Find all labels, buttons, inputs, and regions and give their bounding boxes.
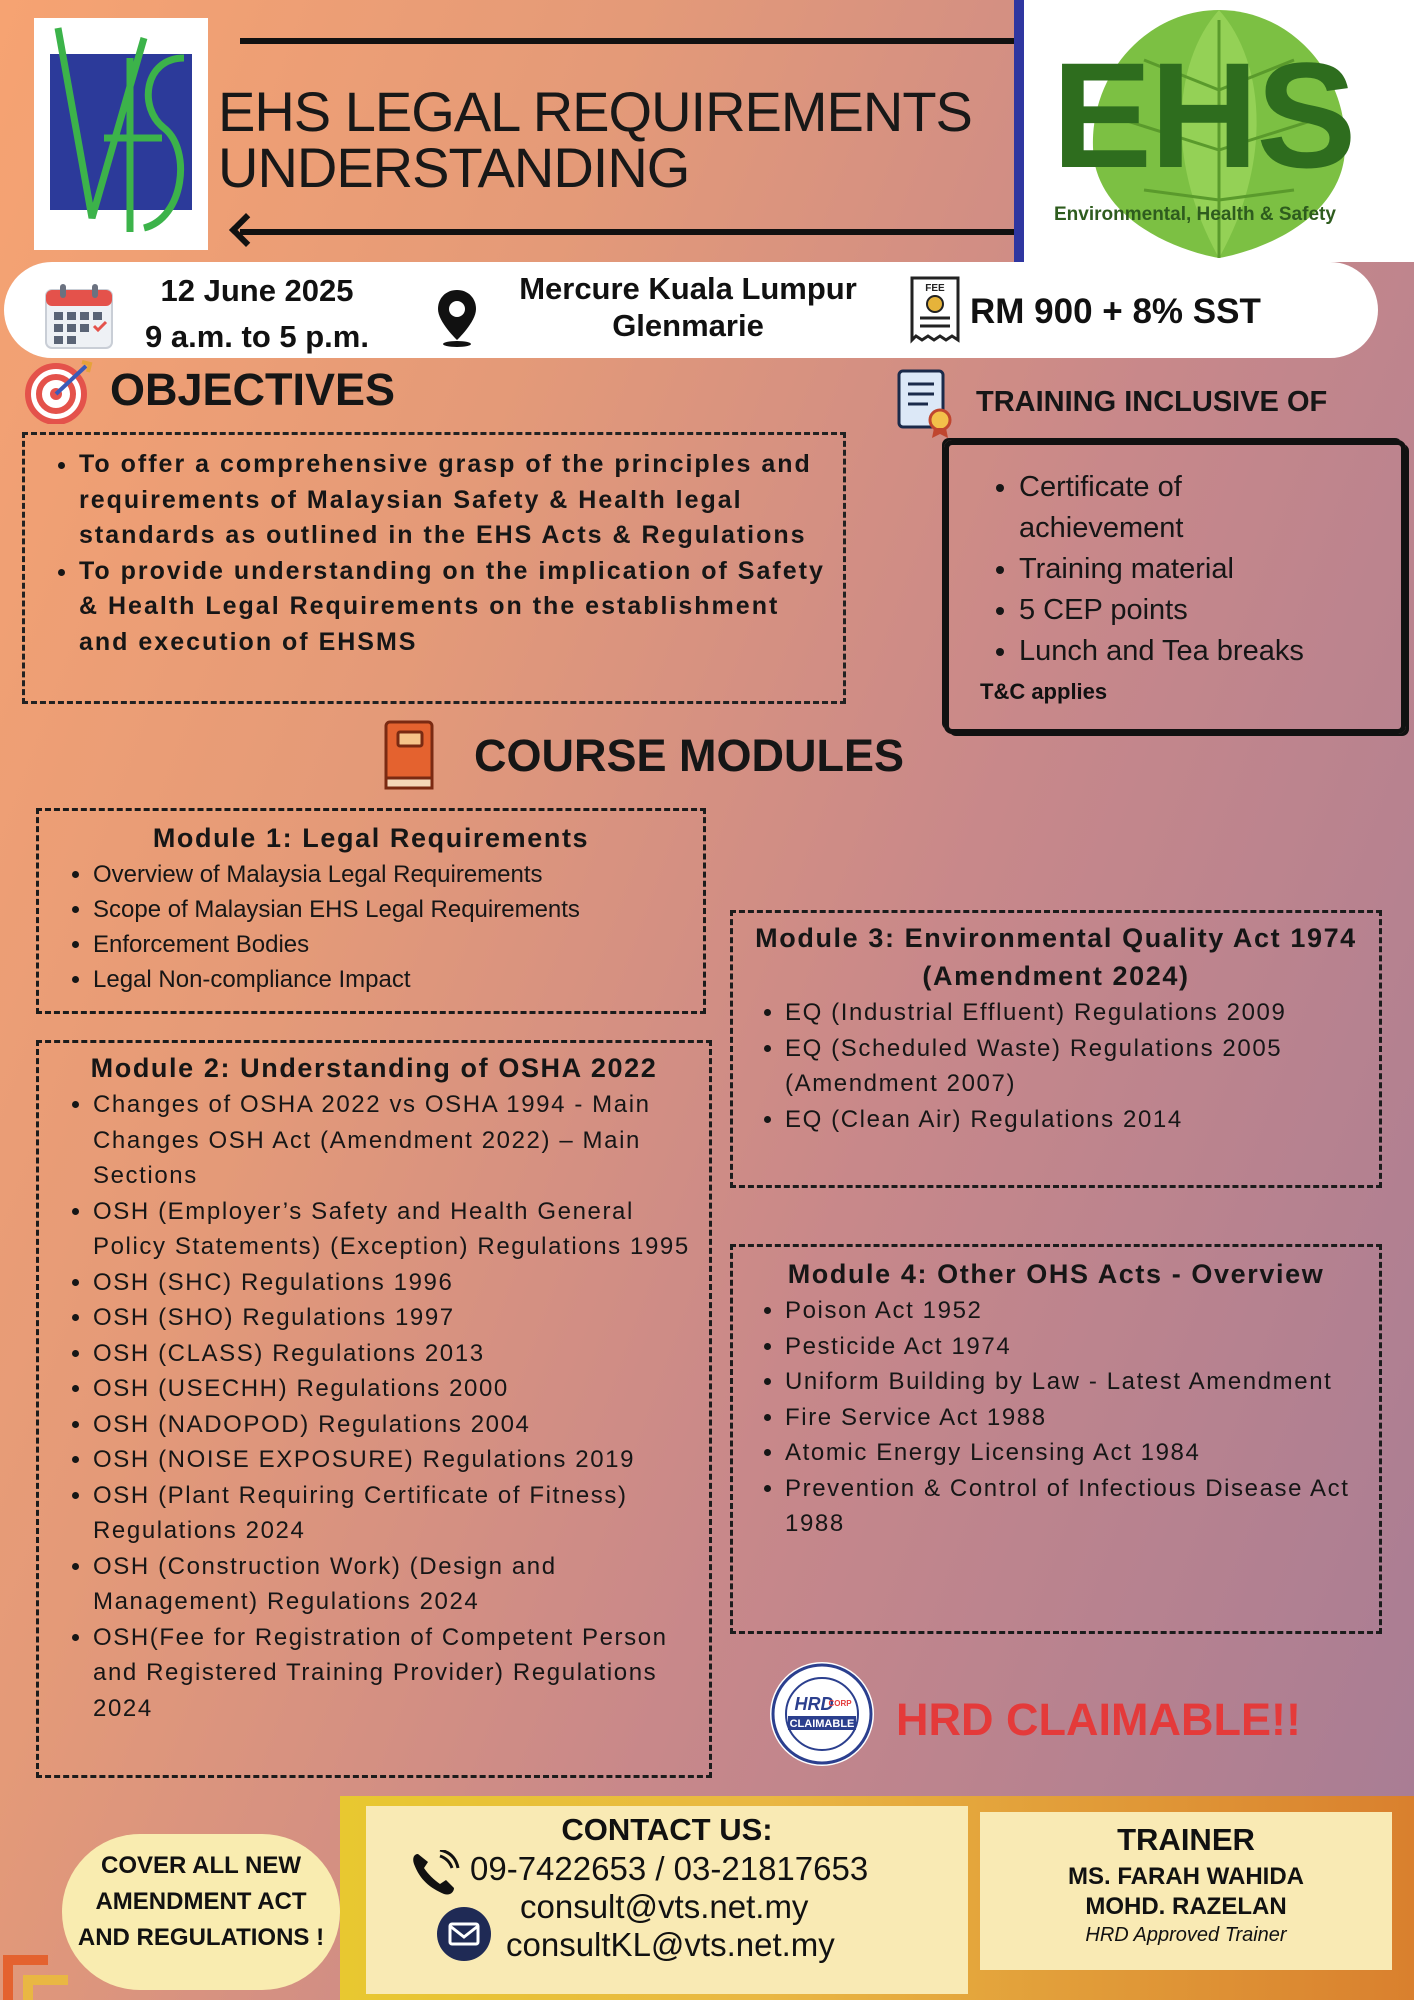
svg-text:FEE: FEE (925, 283, 945, 294)
ehs-logo-word: EHS (1052, 31, 1355, 199)
module-item: • Prevention & Control of Infectious Disease Act 1988 (785, 1471, 1379, 1542)
module-item: • OSH (NADOPOD) Regulations 2004 (93, 1407, 709, 1443)
inclusive-heading: TRAINING INCLUSIVE OF (976, 386, 1328, 418)
target-icon (24, 360, 94, 424)
module-item: • OSH (Construction Work) (Design and Management) Regulations 2024 (93, 1549, 709, 1620)
module-item: • Overview of Malaysia Legal Requirements (93, 857, 703, 892)
vts-logo (34, 18, 208, 250)
svg-text:CLAIMABLE: CLAIMABLE (789, 1718, 855, 1730)
event-date: 12 June 2025 (160, 273, 354, 308)
module-item: • Fire Service Act 1988 (785, 1400, 1379, 1436)
contact-box (366, 1806, 968, 1994)
module-item: • EQ (Scheduled Waste) Regulations 2005 (Amendment 2007) (785, 1031, 1379, 1102)
contact-title: CONTACT US: (561, 1812, 773, 1847)
module-item: • Poison Act 1952 (785, 1293, 1379, 1329)
trainer-title: TRAINER (1117, 1822, 1255, 1857)
book-icon (382, 718, 438, 792)
module-item: • OSH (SHO) Regulations 1997 (93, 1300, 709, 1336)
event-venue (484, 270, 892, 344)
module-item: • OSH (Plant Requiring Certificate of Fitness) Regulations 2024 (93, 1478, 709, 1549)
trainer-name (980, 1862, 1392, 1922)
module-4-title: Module 4: Other OHS Acts - Overview (787, 1259, 1325, 1289)
module-1-box (36, 808, 706, 1014)
trainer-role: HRD Approved Trainer (1085, 1924, 1287, 1946)
fee-receipt-icon (908, 276, 962, 346)
contact-phone[interactable]: 09-7422653 / 03-21817653 (470, 1850, 869, 1887)
event-date-time (112, 268, 402, 360)
module-4-box (730, 1244, 1382, 1634)
module-item: • Pesticide Act 1974 (785, 1329, 1379, 1365)
email-icon (436, 1906, 492, 1962)
svg-text:CORP: CORP (828, 1699, 852, 1708)
module-item: • EQ (Clean Air) Regulations 2014 (785, 1102, 1379, 1138)
inclusive-item: • Training material (1019, 549, 1349, 590)
module-item: • Enforcement Bodies (93, 927, 703, 962)
module-3-title: Module 3: Environmental Quality Act 1974 (Amendment 2024) (755, 923, 1357, 991)
header-arrow (240, 229, 1025, 235)
header-divider (1014, 0, 1024, 262)
module-item: • Changes of OSHA 2022 vs OSHA 1994 - Main Changes OSH Act (Amendment 2022) – Main Sections (93, 1087, 709, 1194)
module-item: • OSH(Fee for Registration of Competent Person and Registered Training Provider) Regulations 2024 (93, 1620, 709, 1727)
venue-line-1: Mercure Kuala Lumpur (519, 271, 857, 306)
module-3-box (730, 910, 1382, 1188)
phone-icon (410, 1850, 460, 1896)
inclusive-list (1019, 467, 1349, 672)
course-modules-heading: COURSE MODULES (474, 730, 905, 781)
page-title (218, 80, 1008, 199)
module-item: • Scope of Malaysian EHS Legal Requirements (93, 892, 703, 927)
inclusive-item: • 5 CEP points (1019, 590, 1349, 631)
objective-item: • To provide understanding on the implication of Safety & Health Legal Requirements on the establishment and execution of EHSMS (79, 554, 827, 661)
module-item: • EQ (Industrial Effluent) Regulations 2009 (785, 995, 1379, 1031)
cover-amendment-badge (62, 1834, 340, 1990)
module-2-box (36, 1040, 712, 1778)
svg-text:HRD: HRD (794, 1694, 834, 1714)
objective-item: • To offer a comprehensive grasp of the principles and requirements of Malaysian Safety & Health legal standards as outlined in the EHS Acts & Regulations (79, 447, 827, 554)
module-1-title: Module 1: Legal Requirements (152, 823, 590, 853)
module-2-list (39, 1087, 709, 1726)
terms-note: T&C applies (980, 679, 1108, 704)
module-item: • Uniform Building by Law - Latest Amendment (785, 1364, 1379, 1400)
module-item: • OSH (SHC) Regulations 1996 (93, 1265, 709, 1301)
module-4-list (733, 1293, 1379, 1542)
module-item: • Legal Non-compliance Impact (93, 962, 703, 997)
contact-email-2[interactable]: consultKL@vts.net.my (506, 1926, 835, 1963)
header-top-line (240, 38, 1022, 44)
title-line-1: EHS LEGAL REQUIREMENTS (218, 80, 972, 143)
event-time: 9 a.m. to 5 p.m. (145, 319, 369, 354)
venue-line-2: Glenmarie (612, 308, 764, 343)
module-item: • OSH (USECHH) Regulations 2000 (93, 1371, 709, 1407)
cover-line-2: AMENDMENT ACT (95, 1888, 307, 1915)
location-pin-icon (436, 288, 478, 348)
cover-line-1: COVER ALL NEW (100, 1852, 301, 1879)
ehs-logo (1024, 0, 1414, 262)
module-item: • OSH (CLASS) Regulations 2013 (93, 1336, 709, 1372)
calendar-icon (44, 282, 114, 350)
hrd-corp-badge (770, 1662, 874, 1766)
trainer-name-line-1: MS. FARAH WAHIDA (1068, 1863, 1304, 1890)
module-2-title: Module 2: Understanding of OSHA 2022 (90, 1053, 658, 1083)
module-1-list (39, 857, 703, 997)
event-fee: RM 900 + 8% SST (970, 292, 1261, 331)
module-item: • OSH (NOISE EXPOSURE) Regulations 2019 (93, 1442, 709, 1478)
objectives-box (22, 432, 846, 704)
trainer-name-line-2: MOHD. RAZELAN (1085, 1893, 1287, 1920)
objectives-list (79, 447, 827, 660)
inclusive-item: • Certificate of achievement (1019, 467, 1349, 549)
module-3-list (733, 995, 1379, 1137)
contact-email-1[interactable]: consult@vts.net.my (520, 1888, 809, 1925)
trainer-box (980, 1812, 1392, 1970)
objectives-heading: OBJECTIVES (110, 364, 396, 415)
cover-line-3: AND REGULATIONS ! (77, 1924, 325, 1951)
hrd-claimable-text: HRD CLAIMABLE!! (896, 1694, 1301, 1745)
ehs-logo-subtitle: Environmental, Health & Safety (1054, 204, 1336, 225)
module-item: • OSH (Employer’s Safety and Health General Policy Statements) (Exception) Regulations 1995 (93, 1194, 709, 1265)
title-line-2: UNDERSTANDING (218, 136, 690, 199)
certificate-icon (896, 368, 956, 440)
inclusive-item: • Lunch and Tea breaks (1019, 631, 1349, 672)
module-item: • Atomic Energy Licensing Act 1984 (785, 1435, 1379, 1471)
